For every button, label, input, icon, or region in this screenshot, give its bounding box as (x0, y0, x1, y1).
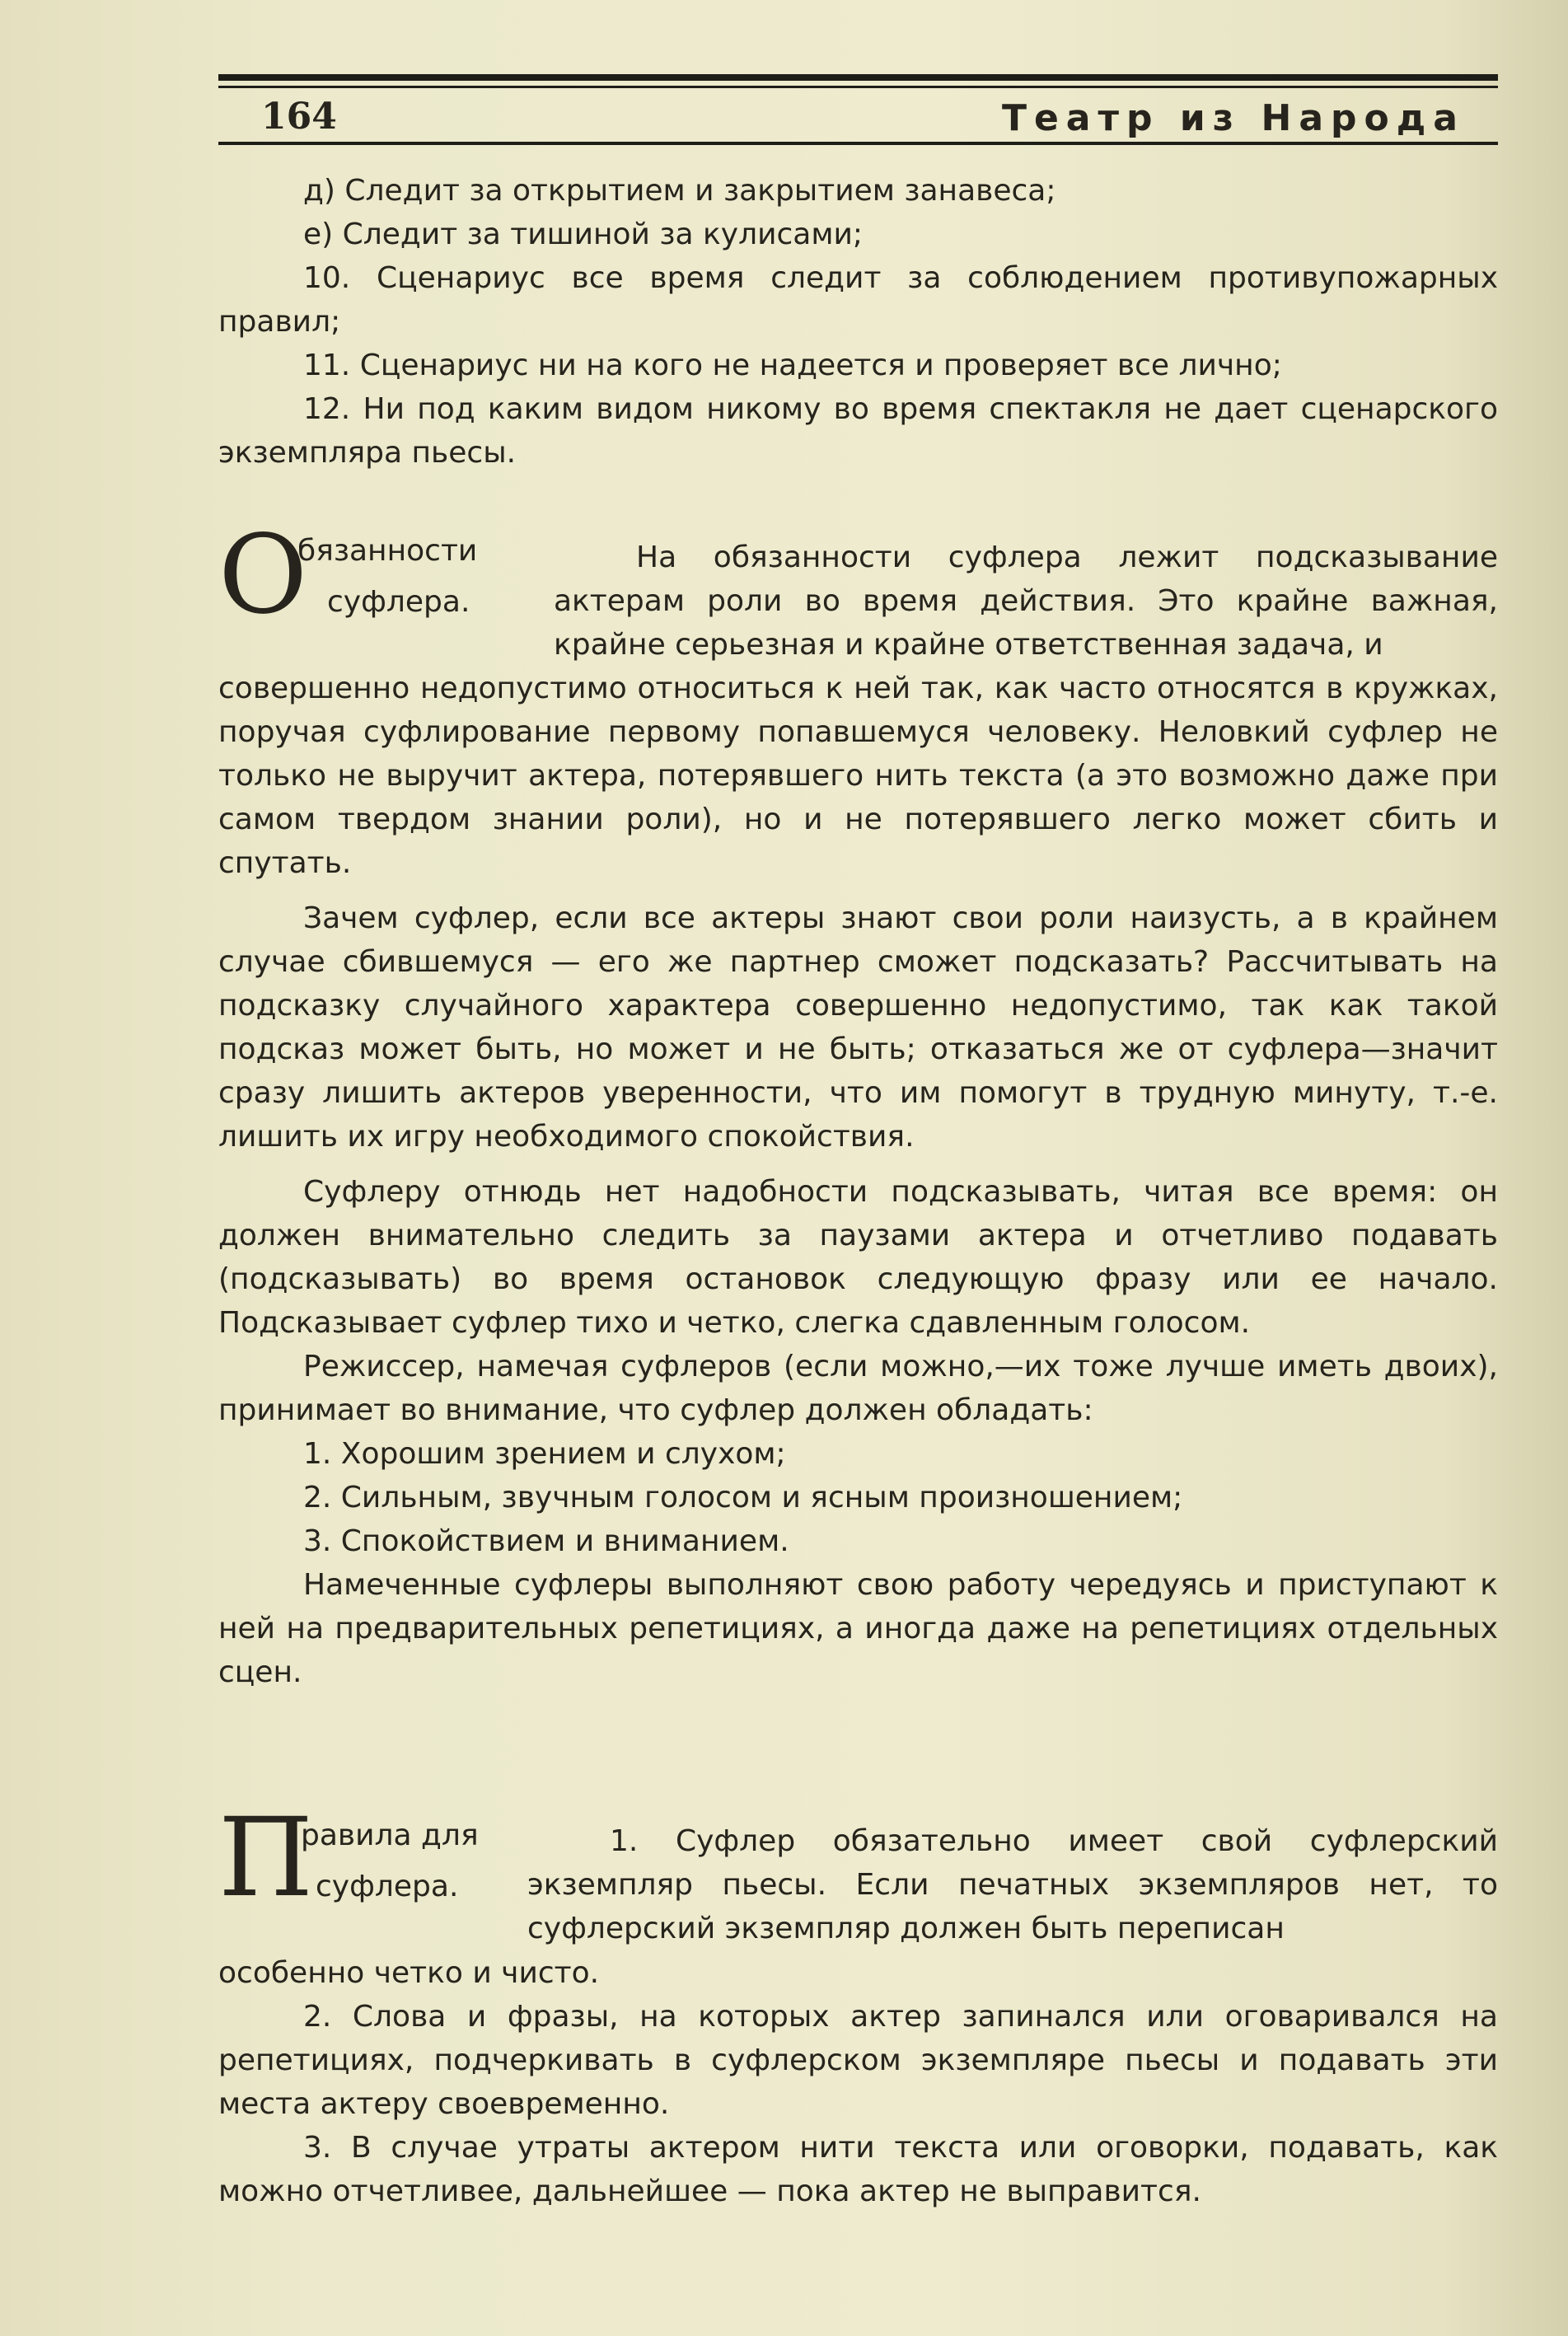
side-heading-line: суфлера. (327, 585, 470, 619)
header-top-rule (218, 74, 1498, 81)
side-heading-line: суфлера. (316, 1870, 459, 1903)
paragraph: 1. Суфлер обязательно имеет свой суфлерский экземпляр пьесы. Если печатных экземпляров нет, то суфлерский экземпляр должен быть переписан (527, 1824, 1498, 1945)
prompter-rules-body (218, 1951, 1498, 2213)
list-item: е) Следит за тишиной за кулисами; (303, 218, 864, 251)
paragraph: На обязанности суфлера лежит подсказывание актерам роли во время действия. Это крайне важная, крайне серьезная и крайне ответственная задача, и (554, 541, 1498, 662)
running-title: Театр из Народа (1001, 97, 1465, 139)
drop-cap-o: О (218, 512, 308, 639)
stage-manager-list (218, 169, 1498, 475)
side-heading-line: бязанности (297, 534, 478, 568)
list-item: 2. Сильным, звучным голосом и ясным произношением; (303, 1481, 1183, 1514)
list-item: д) Следит за открытием и закрытием занавеса; (303, 174, 1056, 208)
list-item: 3. Спокойствием и вниманием. (303, 1524, 789, 1558)
side-heading-line: равила для (301, 1819, 479, 1852)
prompter-lead-text (554, 536, 1498, 667)
paragraph: 2. Слова и фразы, на которых актер запинался или оговаривался на репетициях, подчеркивать в суфлерском экземпляре пьесы и подавать эти места актеру своевременно. (218, 2000, 1498, 2121)
prompter-rules-lead (527, 1819, 1498, 1950)
paragraph: Зачем суфлер, если все актеры знают свои роли наизусть, а в крайнем случае сбившемуся — его же партнер сможет подсказать? Рассчитывать на подсказку случайного характера совершенно недопустимо, так как такой подсказ может быть, но может и не быть; отказаться же от суфлера—значит сразу лишить актеров уверенности, что им помогут в трудную минуту, т.-е. лишить их игру необходимого спокойствия. (218, 901, 1498, 1154)
list-item: 1. Хорошим зрением и слухом; (303, 1437, 786, 1471)
paragraph: особенно четко и чисто. (218, 1956, 600, 1990)
paragraph: Намеченные суфлеры выполняют свою работу чередуясь и приступают к ней на предварительных репетициях, а иногда даже на репетициях отдельных сцен. (218, 1568, 1498, 1689)
side-heading-prompter-rules (218, 1795, 564, 1957)
side-heading-prompter-duties (218, 512, 564, 674)
page-number: 164 (261, 96, 337, 138)
page-header (218, 92, 1498, 142)
paragraph: Режиссер, намечая суфлеров (если можно,—их тоже лучше иметь двоих), принимает во внимание, что суфлер должен обладать: (218, 1350, 1498, 1427)
paragraph: 3. В случае утраты актером нити текста или оговорки, подавать, как можно отчетливее, дальнейшее — пока актер не выправится. (218, 2131, 1498, 2208)
list-item: 11. Сценариус ни на кого не надеется и проверяет все лично; (303, 349, 1282, 382)
paragraph: совершенно недопустимо относиться к ней так, как часто относятся в кружках, поручая суфлирование первому попавшемуся человеку. Неловкий суфлер не только не выручит актера, потерявшего нить текста (а это возможно даже при самом твердом знании роли), но и не потерявшего легко может сбить и спутать. (218, 672, 1498, 880)
list-item: 10. Сценариус все время следит за соблюдением противупожарных правил; (218, 261, 1498, 339)
prompter-duties-body (218, 667, 1498, 1694)
paragraph: Суфлеру отнюдь нет надобности подсказывать, читая все время: он должен внимательно следить за паузами актера и отчетливо подавать (подсказывать) во время остановок следующую фразу или ее начало. Подсказывает суфлер тихо и четко, слегка сдавленным голосом. (218, 1175, 1498, 1340)
header-top-thin-rule (218, 86, 1498, 88)
list-item: 12. Ни под каким видом никому во время спектакля не дает сценарского экземпляра пьесы. (218, 392, 1498, 470)
drop-cap-p: П (218, 1795, 314, 1922)
header-bottom-rule (218, 142, 1498, 145)
